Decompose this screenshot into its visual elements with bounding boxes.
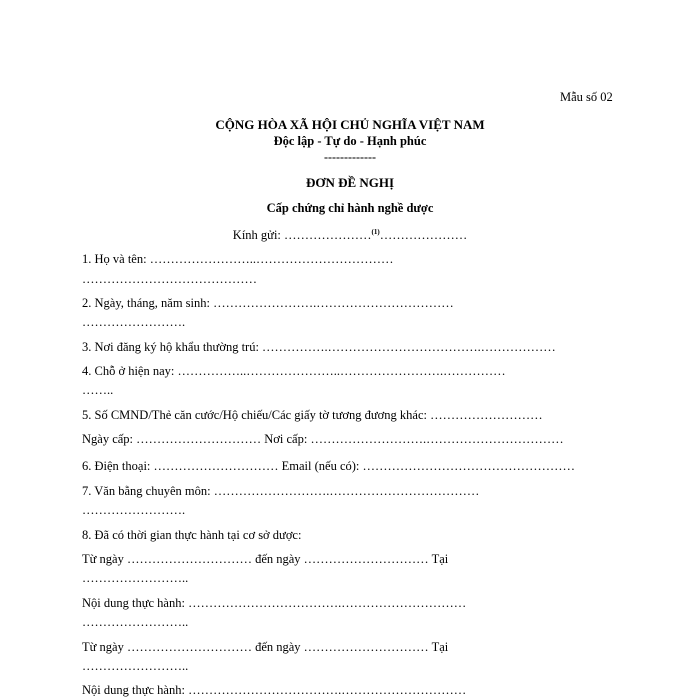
field-date-of-birth-continued: ……………………. — [82, 315, 186, 329]
field-full-name: 1. Họ và tên: ……………………..…………………………… — [82, 252, 394, 266]
field-phone-email: 6. Điện thoại: ………………………… Email (nếu có): …………………………………………… — [82, 459, 576, 473]
field-issue-date-place: Ngày cấp: ………………………… Nơi cấp: ……………………….…………………………… — [82, 432, 564, 446]
field-current-residence: 4. Chỗ ở hiện nay: ……………..…………………..…………………….…………… — [82, 364, 506, 378]
footnote-marker: (1) — [371, 228, 380, 236]
field-practice-period-1-continued: …………………….. — [82, 571, 189, 585]
field-practice-content-1: Nội dung thực hành: ……………………………….………………………… — [82, 596, 467, 610]
national-motto: Độc lập - Tự do - Hạnh phúc — [273, 134, 427, 148]
header-separator: ------------- — [324, 150, 376, 164]
field-practice-period-2: Từ ngày ………………………… đến ngày ………………………… Tại — [82, 640, 449, 654]
field-practice-period-2-continued: …………………….. — [82, 659, 189, 673]
field-permanent-residence: 3. Nơi đăng ký hộ khẩu thường trú: …………….……………………………….……………… — [82, 340, 556, 354]
field-current-residence-continued: …….. — [82, 383, 114, 397]
field-date-of-birth: 2. Ngày, tháng, năm sinh: …………………….…………………………… — [82, 296, 454, 310]
addressee-line — [0, 228, 700, 243]
field-full-name-continued: …………………………………… — [82, 272, 257, 286]
field-identity-document: 5. Số CMND/Thẻ căn cước/Hộ chiếu/Các giấy tờ tương đương khác: ……………………… — [82, 408, 543, 422]
addressee-prefix: Kính gửi: ………………… — [232, 228, 372, 243]
field-practice-content-1-continued: …………………….. — [82, 615, 189, 629]
field-practice-heading: 8. Đã có thời gian thực hành tại cơ sở dược: — [82, 528, 302, 542]
national-title: CỘNG HÒA XÃ HỘI CHỦ NGHĨA VIỆT NAM — [215, 117, 485, 132]
addressee-suffix: ………………… — [379, 228, 468, 243]
field-qualification: 7. Văn bằng chuyên môn: ……………………….……………………………… — [82, 484, 480, 498]
document-title: ĐƠN ĐỀ NGHỊ — [305, 175, 395, 190]
field-practice-content-2: Nội dung thực hành: ……………………………….………………………… — [82, 683, 467, 697]
document-subtitle: Cấp chứng chỉ hành nghề dược — [266, 201, 434, 215]
field-qualification-continued: ……………………. — [82, 503, 186, 517]
form-code: Mẫu số 02 — [560, 90, 613, 104]
field-practice-period-1: Từ ngày ………………………… đến ngày ………………………… Tại — [82, 552, 449, 566]
